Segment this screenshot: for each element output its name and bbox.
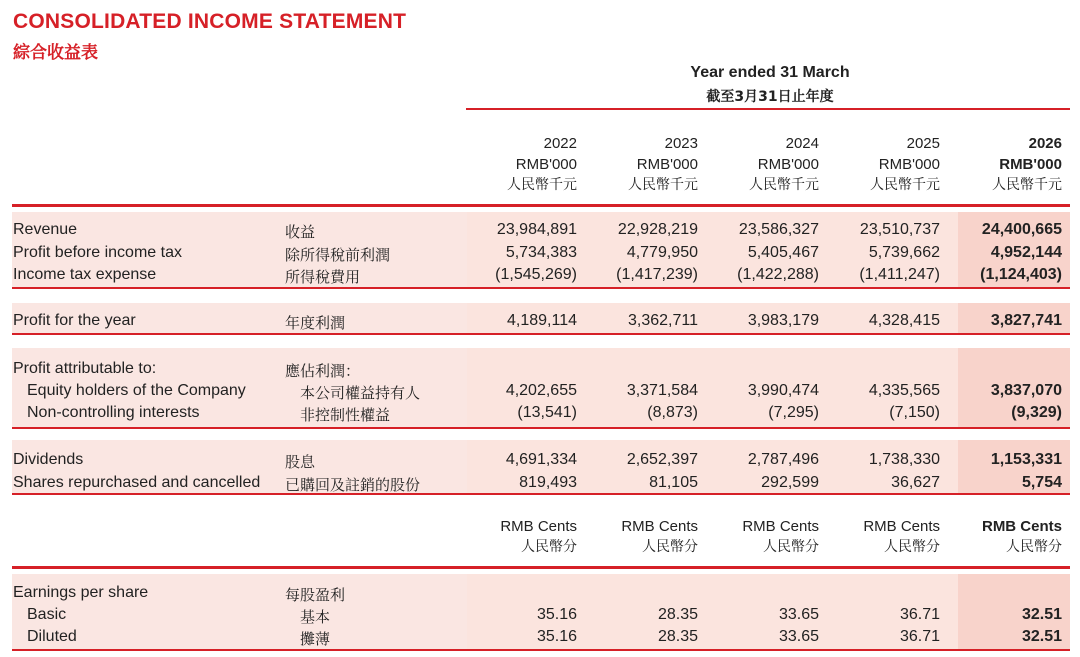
cell-pfy-2025: 4,328,415 [868,312,940,329]
col-header-2025 [822,133,940,196]
rule [12,333,1070,335]
cell-nci-2026: (9,329) [1011,404,1062,421]
label-nci-zh: 非控制性權益 [300,406,391,424]
cell-basic-2022: 35.16 [536,606,577,623]
cell-tax-2023: (1,417,239) [616,266,698,283]
cell-diluted-2025: 36.71 [899,628,940,645]
label-tax-zh: 所得稅費用 [285,268,361,286]
cell-revenue-2025: 23,510,737 [859,221,940,238]
rule [12,649,1070,651]
cell-nci-2022: (13,541) [517,404,577,421]
page-subtitle: 綜合收益表 [13,43,98,63]
cell-div-2022: 4,691,334 [505,451,577,468]
cell-equity-2022: 4,202,655 [505,382,577,399]
cell-pbt-2024: 5,405,467 [747,244,819,261]
cell-pbt-2023: 4,779,950 [626,244,698,261]
year-label: 2022 [543,135,577,152]
label-shares: Shares repurchased and cancelled [13,474,261,491]
label-eps: Earnings per share [13,584,149,601]
label-basic: Basic [27,606,67,623]
col-header-2022 [459,133,577,196]
cell-diluted-2026: 32.51 [1021,628,1062,645]
label-revenue-zh: 收益 [285,223,316,241]
cell-diluted-2024: 33.65 [778,628,819,645]
rule [12,493,1070,495]
label-basic-zh: 基本 [300,608,331,626]
cell-basic-2026: 32.51 [1021,606,1062,623]
cell-pbt-2022: 5,734,383 [505,244,577,261]
cell-div-2026: 1,153,331 [990,451,1062,468]
label-equity-zh: 本公司權益持有人 [300,384,421,402]
label-div: Dividends [13,451,84,468]
unit-label: RMB'000 [636,156,698,173]
cell-diluted-2022: 35.16 [536,628,577,645]
label-eps-zh: 每股盈利 [285,586,346,604]
label-diluted-zh: 攤薄 [300,630,331,648]
label-pbt: Profit before income tax [13,244,182,261]
cell-basic-2023: 28.35 [657,606,698,623]
period-rule [466,108,1070,110]
year-label: 2024 [785,135,819,152]
label-pbt-zh: 除所得稅前利潤 [285,246,391,264]
cell-div-2024: 2,787,496 [747,451,819,468]
col-unit-2026 [944,516,1062,558]
cell-equity-2025: 4,335,565 [868,382,940,399]
unit-label: RMB'000 [878,156,940,173]
cell-diluted-2023: 28.35 [657,628,698,645]
cell-pfy-2022: 4,189,114 [507,312,577,329]
rule [12,287,1070,289]
unit-label-zh: 人民幣千元 [507,177,577,193]
cell-basic-2024: 33.65 [778,606,819,623]
cell-div-2023: 2,652,397 [626,451,698,468]
cell-revenue-2022: 23,984,891 [496,221,577,238]
year-label: 2026 [1028,135,1062,152]
cell-pfy-2026: 3,827,741 [990,312,1062,329]
rule [12,427,1070,429]
cell-nci-2023: (8,873) [647,404,698,421]
cell-revenue-2026: 24,400,665 [981,221,1062,238]
unit-label-zh: 人民幣分 [1006,539,1062,555]
unit-label-zh: 人民幣千元 [749,177,819,193]
unit-label-zh: 人民幣分 [642,539,698,555]
rule [12,566,1070,569]
year-label: 2023 [664,135,698,152]
col-header-2024 [701,133,819,196]
cell-tax-2025: (1,411,247) [859,266,940,283]
cell-div-2025: 1,738,330 [868,451,940,468]
col-header-2023 [580,133,698,196]
label-div-zh: 股息 [285,453,316,471]
label-attrib-zh: 應佔利潤： [285,362,361,380]
col-unit-2025 [822,516,940,558]
cell-pbt-2026: 4,952,144 [990,244,1062,261]
unit-label-zh: 人民幣分 [521,539,577,555]
cell-shares-2026: 5,754 [1021,474,1062,491]
cell-tax-2026: (1,124,403) [980,266,1062,283]
unit-label: RMB Cents [742,518,819,535]
unit-label-zh: 人民幣千元 [628,177,698,193]
unit-label: RMB'000 [515,156,577,173]
cell-revenue-2023: 22,928,219 [617,221,698,238]
unit-label: RMB Cents [863,518,940,535]
label-revenue: Revenue [13,221,78,238]
unit-label: RMB'000 [999,156,1062,173]
cell-shares-2023: 81,105 [649,474,698,491]
unit-label-zh: 人民幣分 [884,539,940,555]
period-heading: Year ended 31 March [690,64,850,81]
page-title: CONSOLIDATED INCOME STATEMENT [13,10,407,33]
label-shares-zh: 已購回及註銷的股份 [285,476,421,494]
label-diluted: Diluted [27,628,77,645]
col-unit-2024 [701,516,819,558]
cell-revenue-2024: 23,586,327 [738,221,819,238]
label-equity: Equity holders of the Company [27,382,246,399]
cell-equity-2026: 3,837,070 [990,382,1062,399]
cell-tax-2024: (1,422,288) [737,266,819,283]
period-heading-zh: 截至3月31日止年度 [706,89,834,105]
unit-label-zh: 人民幣分 [763,539,819,555]
cell-pfy-2024: 3,983,179 [747,312,819,329]
unit-label-zh: 人民幣千元 [870,177,940,193]
cell-tax-2022: (1,545,269) [495,266,577,283]
cell-shares-2024: 292,599 [761,474,819,491]
unit-label: RMB Cents [621,518,698,535]
unit-label: RMB Cents [500,518,577,535]
label-pfy: Profit for the year [13,312,136,329]
col-header-2026 [944,133,1062,196]
cell-equity-2023: 3,371,584 [626,382,698,399]
cell-shares-2022: 819,493 [519,474,577,491]
unit-label: RMB'000 [757,156,819,173]
year-label: 2025 [906,135,940,152]
unit-label-zh: 人民幣千元 [992,177,1062,193]
label-tax: Income tax expense [13,266,157,283]
cell-basic-2025: 36.71 [899,606,940,623]
cell-pbt-2025: 5,739,662 [868,244,940,261]
label-nci: Non-controlling interests [27,404,200,421]
unit-label: RMB Cents [981,518,1062,535]
label-attrib: Profit attributable to: [13,360,157,377]
cell-pfy-2023: 3,362,711 [628,312,698,329]
cell-shares-2025: 36,627 [891,474,940,491]
cell-equity-2024: 3,990,474 [747,382,819,399]
cell-nci-2024: (7,295) [768,404,819,421]
label-pfy-zh: 年度利潤 [285,314,346,332]
rule [12,204,1070,207]
col-unit-2023 [580,516,698,558]
col-unit-2022 [459,516,577,558]
cell-nci-2025: (7,150) [889,404,940,421]
